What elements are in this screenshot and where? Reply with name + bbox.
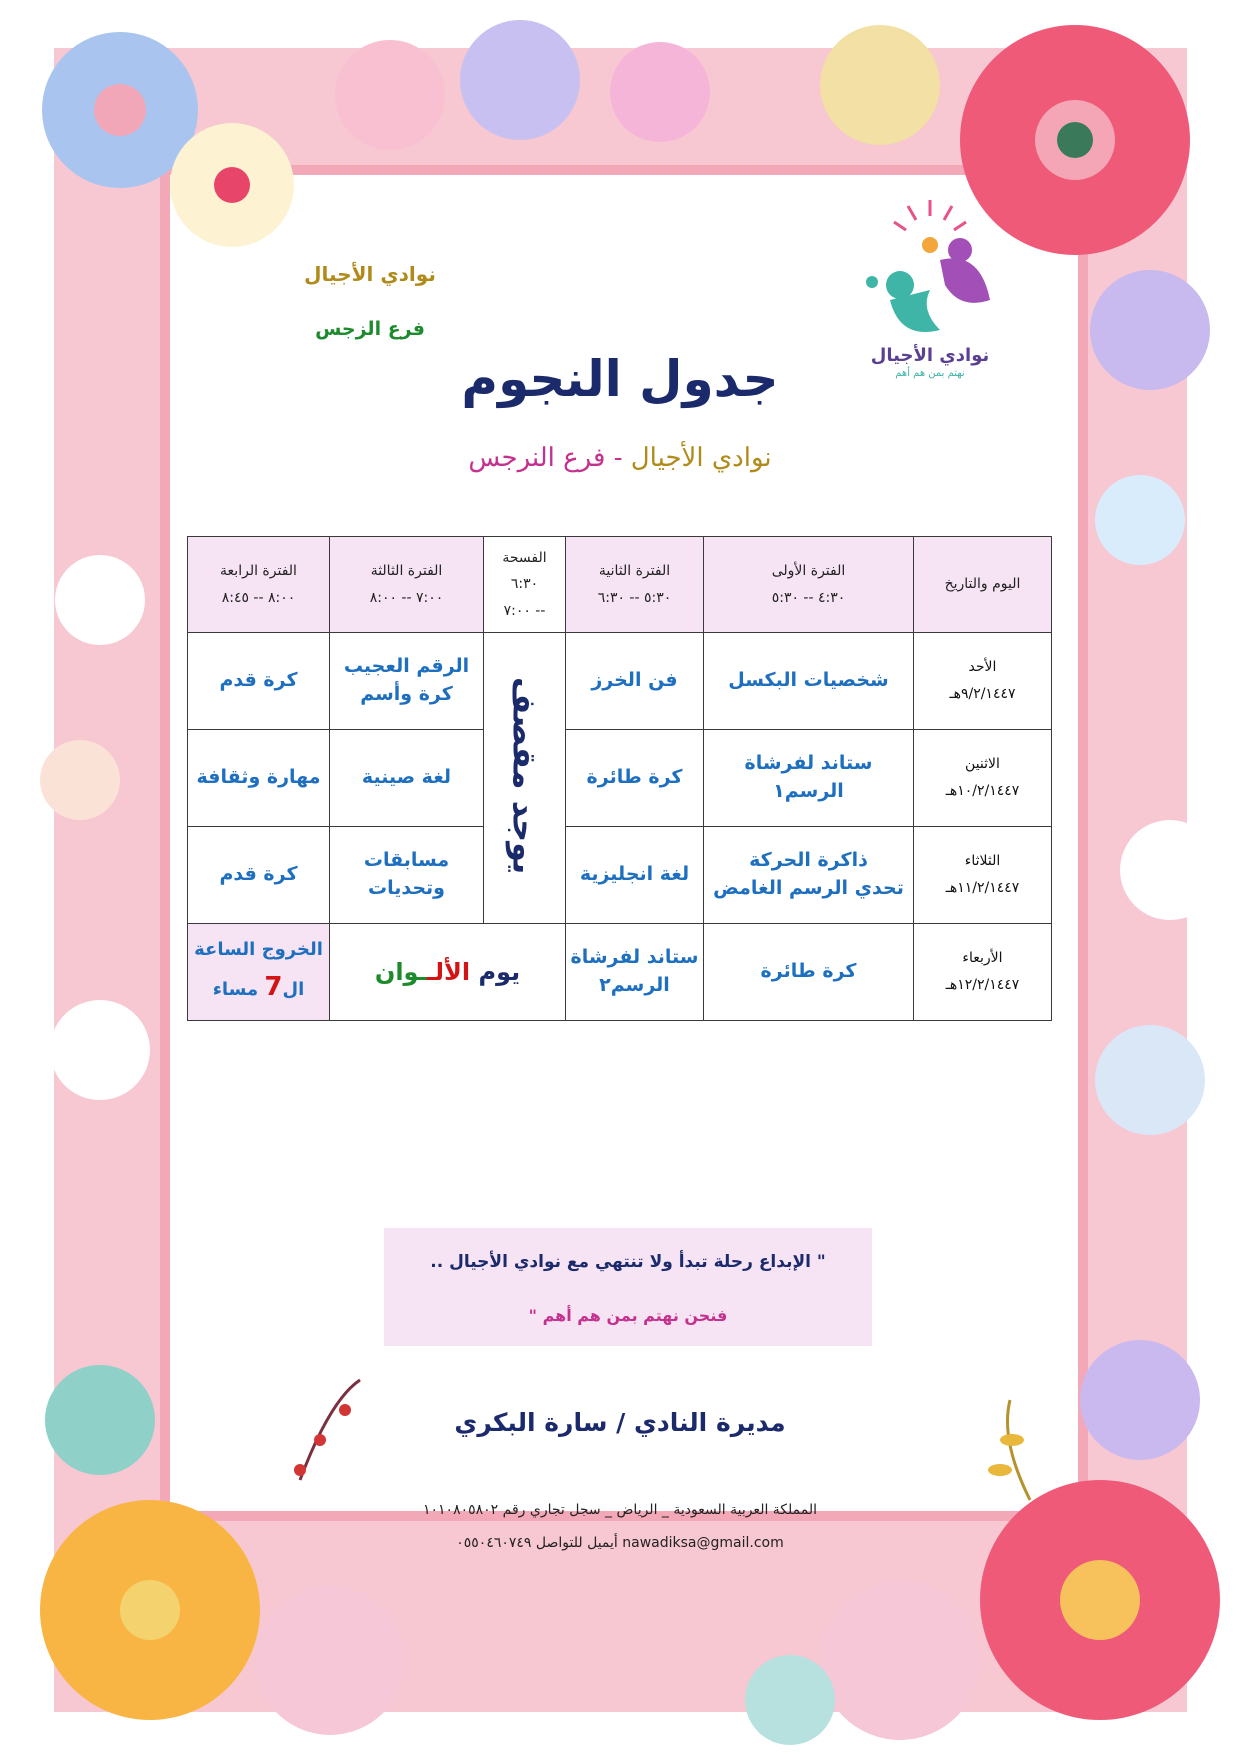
quote-box <box>384 1228 872 1346</box>
quote-line-1: " الإبداع رحلة تبدأ ولا تنتهي مع نوادي الأجيال .. <box>430 1252 826 1272</box>
activity-cell: كرة قدم <box>188 633 330 730</box>
col-header-day: اليوم والتاريخ <box>914 537 1052 633</box>
col-header-break: الفسحة ٦:٣٠ -- ٧:٠٠ <box>484 537 566 633</box>
day-cell: الأربعاء ١٢/٢/١٤٤٧هـ <box>914 924 1052 1021</box>
table-row-last <box>188 924 1052 1021</box>
col-header-period-1: الفترة الأولى ٤:٣٠ -- ٥:٣٠ <box>704 537 914 633</box>
subtitle-branch: فرع النرجس <box>468 443 606 473</box>
colors-day-cell: يوم الألــوان <box>330 924 566 1021</box>
logo-tagline: نهتم بمن هم أهم <box>895 368 965 379</box>
activity-cell: كرة طائرة <box>704 924 914 1021</box>
table-row <box>188 730 1052 827</box>
day-cell: الأحد ٩/٢/١٤٤٧هـ <box>914 633 1052 730</box>
activity-cell: لغة صينية <box>330 730 484 827</box>
address-line: المملكة العربية السعودية _ الرياض _ سجل تجاري رقم ١٠١٠٨٠٥٨٠٢ <box>422 1502 818 1518</box>
table-header-row <box>188 537 1052 633</box>
col-header-period-3: الفترة الثالثة ٧:٠٠ -- ٨:٠٠ <box>330 537 484 633</box>
activity-cell: ستاند لفرشاة الرسم١ <box>704 730 914 827</box>
quote-line-2: فنحن نهتم بمن هم أهم " <box>528 1306 728 1325</box>
activity-cell: الرقم العجيب كرة وأسم <box>330 633 484 730</box>
branch-name: فرع الزجس <box>315 318 425 340</box>
activity-cell: مهارة وثقافة <box>188 730 330 827</box>
activity-cell: لغة انجليزية <box>566 827 704 924</box>
logo-name: نوادي الأجيال <box>870 345 990 366</box>
subtitle-separator: - <box>605 443 631 473</box>
break-text: يوجد مقصف <box>505 677 544 875</box>
day-cell: الاثنين ١٠/٢/١٤٤٧هـ <box>914 730 1052 827</box>
exit-time-cell: الخروج الساعة ال7 مساء <box>188 924 330 1021</box>
director-signature: مديرة النادي / سارة البكري <box>454 1408 786 1437</box>
table-row <box>188 827 1052 924</box>
activity-cell: ستاند لفرشاة الرسم٢ <box>566 924 704 1021</box>
table-row <box>188 633 1052 730</box>
schedule-table <box>187 536 1052 1021</box>
col-header-period-2: الفترة الثانية ٥:٣٠ -- ٦:٣٠ <box>566 537 704 633</box>
subtitle <box>420 443 820 473</box>
activity-cell: فن الخرز <box>566 633 704 730</box>
activity-cell: كرة قدم <box>188 827 330 924</box>
day-cell: الثلاثاء ١١/٢/١٤٤٧هـ <box>914 827 1052 924</box>
page-title: جدول النجوم <box>461 350 779 408</box>
activity-cell: شخصيات البكسل <box>704 633 914 730</box>
activity-cell: كرة طائرة <box>566 730 704 827</box>
activity-cell: مسابقات وتحديات <box>330 827 484 924</box>
col-header-period-4: الفترة الرابعة ٨:٠٠ -- ٨:٤٥ <box>188 537 330 633</box>
subtitle-club: نوادي الأجيال <box>630 443 772 473</box>
club-name: نوادي الأجيال <box>304 262 436 286</box>
break-cell <box>484 633 566 924</box>
contact-line: nawadiksa@gmail.com أيميل للتواصل ٠٥٥٠٤٦٠٧٤٩ <box>456 1535 784 1551</box>
activity-cell: ذاكرة الحركة تحدي الرسم الغامض <box>704 827 914 924</box>
